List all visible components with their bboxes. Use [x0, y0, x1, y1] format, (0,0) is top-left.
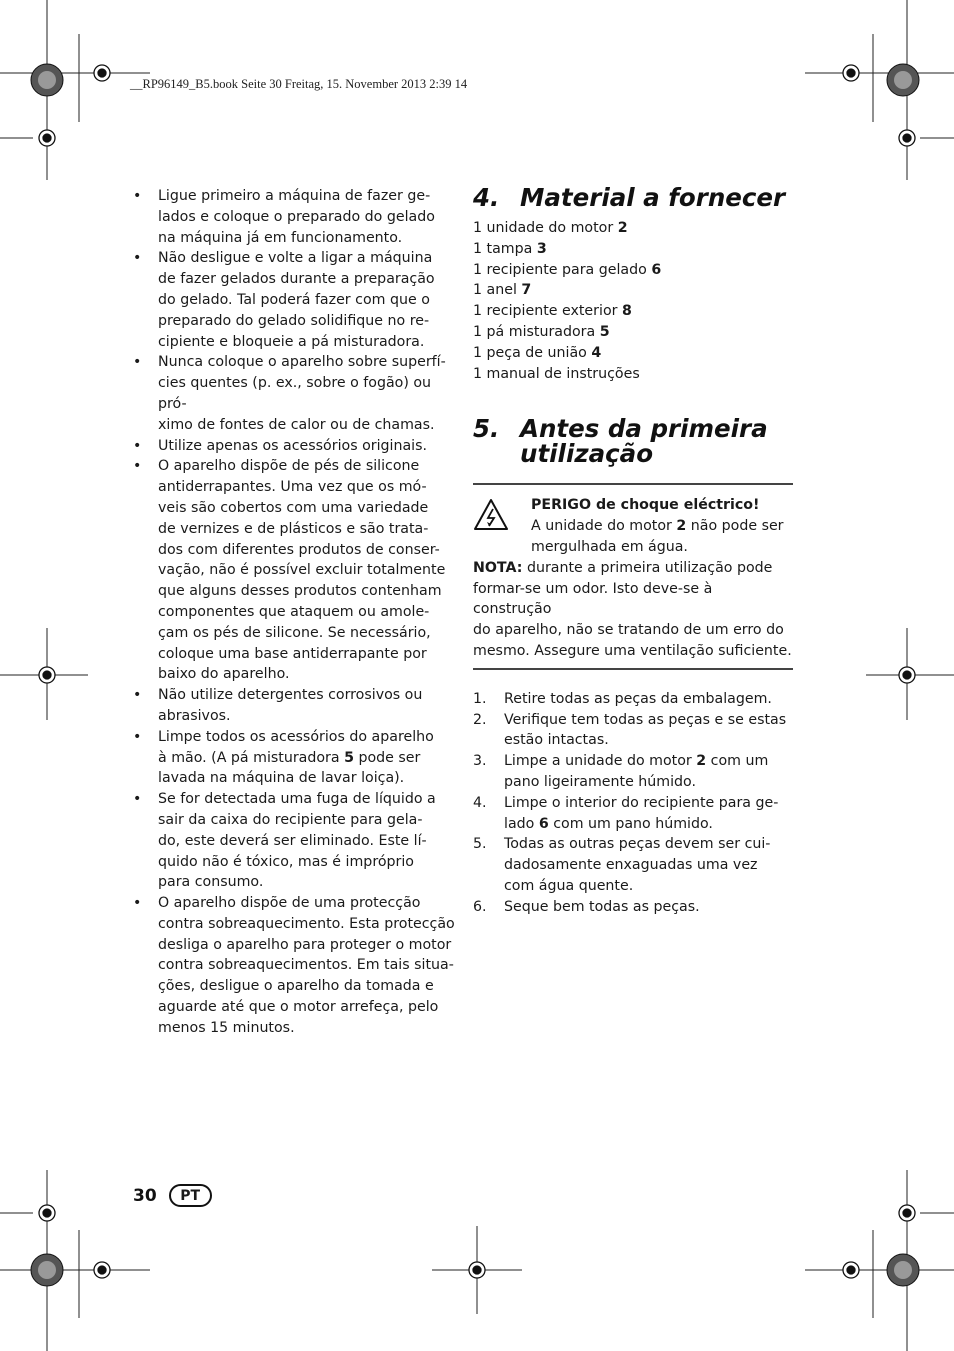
- bullet-item: • O aparelho dispõe de pés de silicone antiderrapantes. Uma vez que os mó- veis são cobertos com uma variedade de vernizes e de plásticos e são trata- dos com diferentes produtos de conser- vação, não é possível excluir totalmente que alguns desses produtos contenham componentes que ataquem ou amole- çam os pés de silicone. Se necessário, coloque uma base antiderrapante por baixo do aparelho.: [133, 456, 455, 685]
- section-4-number: 4.: [473, 183, 500, 212]
- left-column: [133, 186, 455, 1039]
- section-4-title: Material a fornecer: [520, 183, 786, 212]
- supply-item: 1 pá misturadora 5: [473, 323, 610, 340]
- language-badge: PT: [169, 1184, 212, 1207]
- supply-item: 1 recipiente exterior 8: [473, 303, 632, 320]
- section-5-heading: [473, 414, 795, 469]
- step-number: 1.: [473, 690, 487, 707]
- print-header-info: __RP96149_B5.book Seite 30 Freitag, 15. November 2013 2:39 14: [130, 77, 468, 91]
- warning-content: [531, 495, 784, 557]
- section-4-heading: [473, 185, 795, 210]
- safety-bullet-list: [133, 186, 455, 1039]
- step-item: [473, 710, 795, 752]
- supply-list: [473, 218, 795, 384]
- section-5-title: Antes da primeira utilização: [520, 414, 768, 469]
- bullet-item: • Ligue primeiro a máquina de fazer ge- lados e coloque o preparado do gelado na máquina já em funcionamento.: [133, 186, 455, 248]
- supply-item: 1 tampa 3: [473, 240, 547, 257]
- supply-item: 1 peça de união 4: [473, 344, 602, 361]
- right-column: [473, 185, 795, 918]
- section-5-number: 5.: [473, 414, 500, 444]
- step-item: [473, 897, 795, 918]
- step-text: Retire todas as peças da embalagem.: [504, 690, 772, 707]
- warning-box: [473, 495, 795, 557]
- step-item: [473, 689, 795, 710]
- step-text: Verifique tem todas as peças e se estas estão intactas.: [504, 711, 787, 749]
- bullet-item: • Limpe todos os acessórios do aparelho à mão. (A pá misturadora 5 pode ser lavada na máquina de lavar loiça).: [133, 727, 455, 789]
- step-text: Limpe o interior do recipiente para ge- lado 6 com um pano húmido.: [504, 794, 779, 832]
- preparation-steps: [473, 689, 795, 918]
- step-item: [473, 751, 795, 793]
- supply-item: 1 recipiente para gelado 6: [473, 261, 662, 278]
- electric-shock-warning-icon: [473, 495, 531, 557]
- step-item: [473, 793, 795, 835]
- step-item: [473, 834, 795, 896]
- supply-item: 1 unidade do motor 2: [473, 220, 628, 236]
- page-footer: [133, 1184, 212, 1207]
- note-paragraph: [473, 558, 795, 662]
- bullet-item: • Não desligue e volte a ligar a máquina de fazer gelados durante a preparação do gelado. Tal poderá fazer com que o preparado do gelado solidifique no re- cipiente e bloqueie a pá misturadora.: [133, 248, 455, 352]
- note-label: NOTA:: [473, 559, 523, 576]
- bullet-item: • Se for detectada uma fuga de líquido a sair da caixa do recipiente para gela- do, este deverá ser eliminado. Este lí- quido não é tóxico, mas é impróprio para consumo.: [133, 789, 455, 893]
- bullet-item: • O aparelho dispõe de uma protecção contra sobreaquecimento. Esta protecção desliga o aparelho para proteger o motor contra sobreaquecimentos. Em tais situa- ções, desligue o aparelho da tomada e aguarde até que o motor arrefeça, pelo menos 15 minutos.: [133, 893, 455, 1039]
- page-number: 30: [133, 1185, 157, 1206]
- step-number: 2.: [473, 711, 487, 728]
- note-bottom-rule: [473, 668, 793, 670]
- step-text: Seque bem todas as peças.: [504, 898, 700, 915]
- step-text: Limpe a unidade do motor 2 com um pano ligeiramente húmido.: [504, 753, 769, 790]
- supply-item: 1 manual de instruções: [473, 365, 640, 382]
- bullet-item: • Não utilize detergentes corrosivos ou abrasivos.: [133, 685, 455, 727]
- bullet-item: • Utilize apenas os acessórios originais.: [133, 436, 455, 457]
- bullet-item: • Nunca coloque o aparelho sobre superfí- cies quentes (p. ex., sobre o fogão) ou pró- ximo de fontes de calor ou de chamas.: [133, 352, 455, 435]
- step-number: 4.: [473, 794, 487, 811]
- step-text: Todas as outras peças devem ser cui- dadosamente enxaguadas uma vez com água quente.: [504, 836, 771, 894]
- warning-text: A unidade do motor 2 não pode ser mergulhada em água.: [531, 518, 784, 555]
- warning-top-rule: [473, 483, 793, 485]
- note-text: durante a primeira utilização pode formar-se um odor. Isto deve-se à construção do aparelho, não se tratando de um erro do mesmo. Assegure uma ventilação suficiente.: [473, 559, 792, 659]
- step-number: 3.: [473, 753, 487, 770]
- warning-title: PERIGO de choque eléctrico!: [531, 497, 760, 514]
- step-number: 6.: [473, 898, 487, 915]
- step-number: 5.: [473, 836, 487, 853]
- supply-item: 1 anel 7: [473, 282, 532, 299]
